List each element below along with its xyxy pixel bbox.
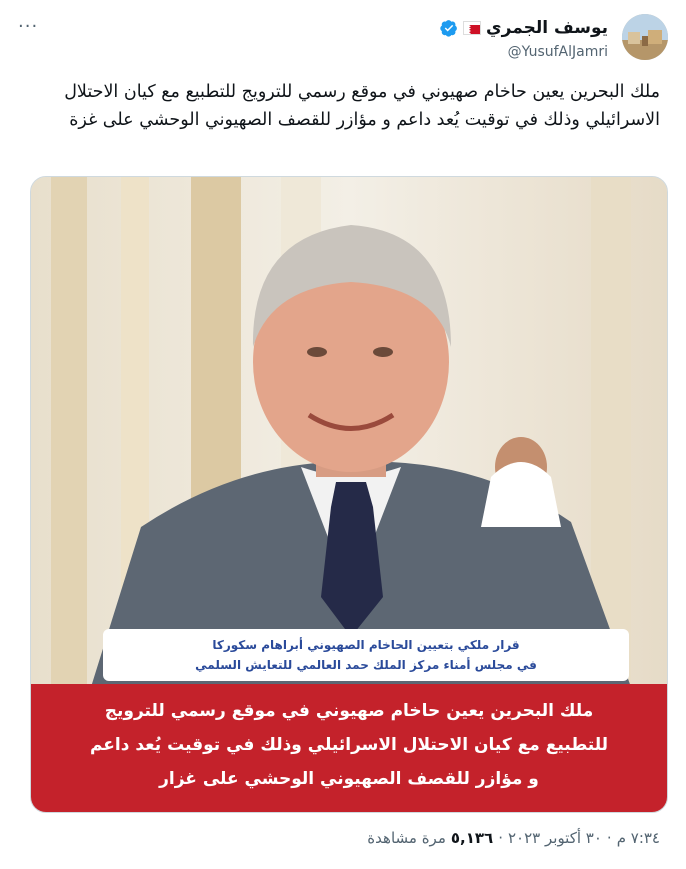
avatar[interactable] [622,14,668,60]
views-label: مرة مشاهدة [367,829,446,847]
separator: · [606,829,612,847]
verified-badge-icon [440,19,458,37]
name-row [440,18,608,38]
tweet-time[interactable]: ٧:٣٤ م [616,829,660,847]
display-name[interactable]: يوسف الجمري [486,18,608,38]
tweet-media[interactable] [30,176,668,813]
media-caption [103,629,629,681]
media-caption-line: قرار ملكي بتعيين الحاخام الصهيوني أبراهام سكوركا [212,638,520,652]
media-banner [31,684,667,812]
media-banner-line: للتطبيع مع كيان الاحتلال الاسرائيلي وذلك في توقيت يُعد داعم [89,735,609,755]
avatar-image [622,14,668,60]
tweet-header [18,10,668,62]
media-banner-line: ملك البحرين يعين حاخام صهيوني في موقع رسمي للترويج [104,701,594,721]
handle[interactable]: @YusufAlJamri [507,44,608,60]
bahrain-flag-icon [463,21,481,35]
media-banner-line: و مؤازر للقصف الصهيوني الوحشي على غزار [159,769,539,789]
tweet-date[interactable]: ٣٠ أكتوبر ٢٠٢٣ [507,829,602,847]
tweet-footer [367,829,660,847]
separator: · [498,829,503,847]
tweet-text: ملك البحرين يعين حاخام صهيوني في موقع رسمي للترويج للتطبيع مع كيان الاحتلال الاسرائيلي وذلك في توقيت يُعد داعم و مؤازر للقصف الصهيوني الوحشي على غزة [64,82,660,130]
views-count: ٥,١٣٦ [450,829,494,847]
media-photo [31,177,667,687]
media-caption-line: في مجلس أمناء مركز الملك حمد العالمي للتعايش السلمي [195,658,537,672]
more-options-icon[interactable]: ··· [18,16,39,37]
